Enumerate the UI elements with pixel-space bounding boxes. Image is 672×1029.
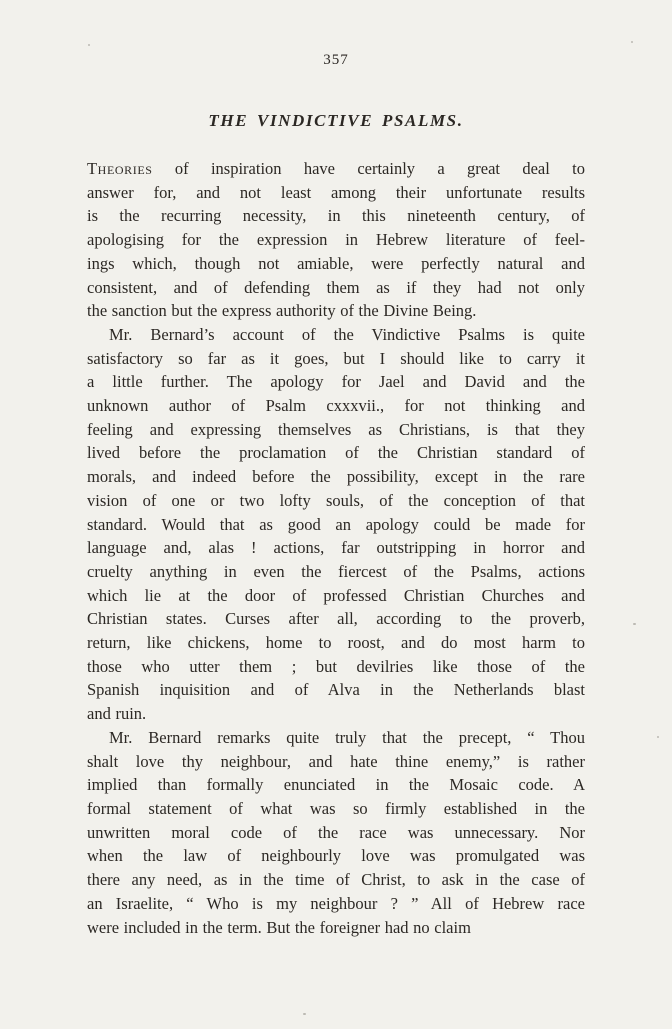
text-line: Christian states. Curses after all, according to the proverb, — [87, 609, 585, 629]
text-line: a little further. The apology for Jael and David and the — [87, 372, 585, 392]
text-line: there any need, as in the time of Christ, to ask in the case of — [87, 870, 585, 890]
text-line: standard. Would that as good an apology could be made for — [87, 514, 585, 534]
text-line: unwritten moral code of the race was unnecessary. Nor — [87, 822, 585, 842]
paragraph — [87, 323, 585, 726]
text-line: return, like chickens, home to roost, and do most harm to — [87, 633, 585, 653]
text-line: were included in the term. But the foreigner had no claim — [87, 917, 471, 937]
text-line: Theories of inspiration have certainly a great deal to — [87, 159, 585, 178]
scan-speck — [657, 736, 659, 738]
text-line: apologising for the expression in Hebrew literature of feel- — [87, 230, 585, 250]
text-line: formal statement of what was so firmly established in the — [87, 798, 585, 818]
text-line: language and, alas ! actions, far outstripping in horror and — [87, 538, 585, 558]
body-paragraphs — [87, 157, 585, 939]
scan-speck — [88, 44, 90, 46]
scan-speck — [633, 623, 636, 625]
scan-speck — [303, 1013, 306, 1015]
text-line: which lie at the door of professed Christian Churches and — [87, 585, 585, 605]
text-line: and ruin. — [87, 704, 147, 724]
text-line: consistent, and of defending them as if they had not only — [87, 277, 585, 297]
text-line: cruelty anything in even the fiercest of the Psalms, actions — [87, 561, 585, 581]
page-number: 357 — [323, 52, 349, 68]
text-line: morals, and indeed before the possibility, except in the rare — [87, 467, 585, 487]
text-line: implied than formally enunciated in the Mosaic code. A — [87, 775, 585, 795]
text-line: when the law of neighbourly love was promulgated was — [87, 846, 585, 866]
chapter-title: THE VINDICTIVE PSALMS. — [208, 111, 464, 130]
paragraph — [87, 726, 585, 939]
text-line: is the recurring necessity, in this nineteenth century, of — [87, 206, 585, 226]
text-line: an Israelite, “ Who is my neighbour ? ” All of Hebrew race — [87, 893, 585, 913]
text-line: ings which, though not amiable, were perfectly natural and — [87, 253, 585, 273]
text-line: feeling and expressing themselves as Christians, is that they — [87, 419, 585, 439]
text-line: Mr. Bernard’s account of the Vindictive Psalms is quite — [109, 324, 585, 344]
text-line: unknown author of Psalm cxxxvii., for not thinking and — [87, 396, 585, 416]
small-caps-lead-word: Theories — [87, 159, 153, 178]
text-line: lived before the proclamation of the Christian standard of — [87, 443, 585, 463]
text-line: shalt love thy neighbour, and hate thine enemy,” is rather — [87, 751, 585, 771]
paragraph — [87, 157, 585, 323]
text-line: satisfactory so far as it goes, but I should like to carry it — [87, 348, 585, 368]
text-line: answer for, and not least among their unfortunate results — [87, 182, 585, 202]
text-line: Spanish inquisition and of Alva in the Netherlands blast — [87, 680, 585, 700]
scan-speck — [631, 41, 633, 43]
text-line: vision of one or two lofty souls, of the conception of that — [87, 490, 585, 510]
text-line: those who utter them ; but devilries like those of the — [87, 656, 585, 676]
text-line: the sanction but the express authority of the Divine Being. — [87, 301, 477, 321]
text-line: Mr. Bernard remarks quite truly that the precept, “ Thou — [109, 727, 585, 747]
